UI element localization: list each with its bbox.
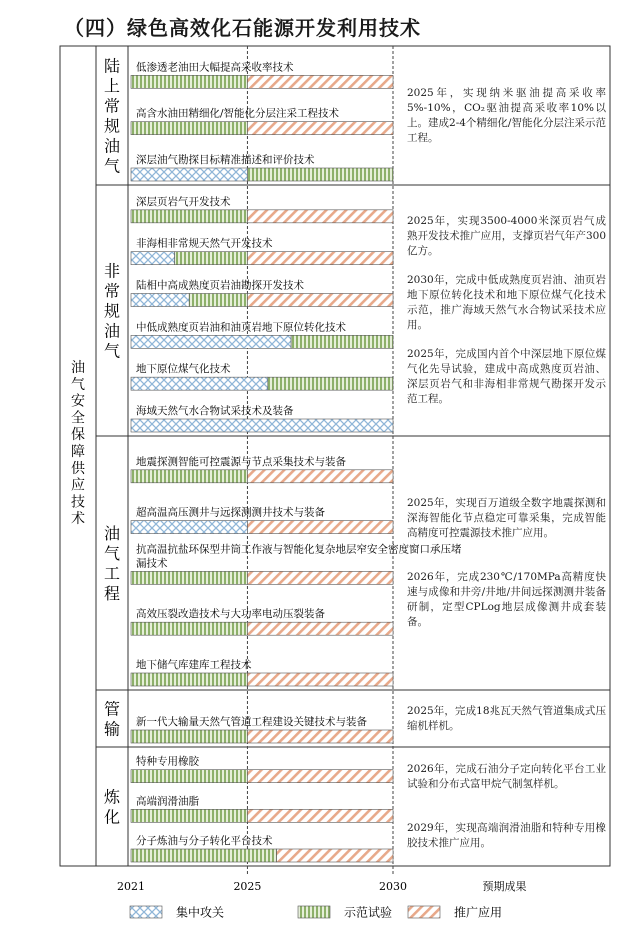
- item-label: 地震探测智能可控震源与节点采集技术与装备: [136, 455, 346, 468]
- group-name-char: 工: [103, 564, 121, 583]
- bar-segment-demo: [175, 252, 248, 265]
- bar-segment-focus: [131, 252, 175, 265]
- axis-tick-label: 2021: [117, 880, 145, 893]
- bar-segment-demo: [268, 377, 393, 390]
- bar-segment-focus: [131, 294, 189, 307]
- item-label: 抗高温抗盐环保型井筒工作液与智能化复杂地层窄安全密度窗口承压堵: [136, 543, 462, 556]
- legend-label: 示范试验: [344, 905, 393, 920]
- legend-swatch-promo: [408, 906, 440, 918]
- bar-segment-focus: [131, 377, 268, 390]
- group-name-char: 管: [103, 699, 121, 719]
- item-label: 地下原位煤气化技术: [136, 363, 231, 376]
- bar-segment-promo: [247, 210, 393, 223]
- bar-segment-demo: [131, 571, 247, 584]
- bar-segment-focus: [131, 168, 247, 181]
- bar-segment-demo: [131, 770, 247, 783]
- category-char: 应: [71, 477, 85, 494]
- bar-segment-demo: [131, 673, 247, 686]
- item-label: 深层油气勘探目标精准描述和评价技术: [136, 154, 315, 166]
- axis-tick-label: 2030: [379, 880, 407, 893]
- group-name-char: 常: [103, 96, 121, 116]
- category-char: 供: [71, 460, 85, 477]
- outcome-text: 2025年，实现纳米驱油提高采收率5%-10%，CO₂驱油提高采收率10%以上。建成2-4个精细化/智能化分层注采示范工程。: [407, 86, 606, 144]
- bar-segment-promo: [247, 730, 393, 743]
- category-char: 障: [71, 444, 85, 460]
- legend-label: 集中攻关: [176, 905, 225, 920]
- group-name-char: 气: [103, 341, 121, 361]
- category-char: 保: [71, 427, 85, 444]
- bar-segment-promo: [247, 252, 393, 265]
- category-char: 气: [71, 376, 85, 393]
- outcome-text: 2025年，实现3500-4000米深页岩气成熟开发技术推广应用，支撑页岩气年产300亿方。: [407, 215, 606, 257]
- item-label: 新一代大输量天然气管道工程建设关键技术与装备: [136, 716, 367, 728]
- bar-segment-promo: [247, 122, 393, 135]
- bar-segment-demo: [131, 122, 247, 135]
- bar-segment-focus: [131, 521, 247, 534]
- outcome-text: 2025年，完成国内首个中深层地下原位煤气化先导试验，建成中高成熟度页岩油、深层页岩气和非海相非常规气勘探开发示范工程。: [407, 348, 606, 405]
- bar-segment-demo: [131, 75, 247, 88]
- item-label: 高效压裂改造技术与大功率电动压裂装备: [136, 608, 325, 621]
- bar-segment-promo: [247, 673, 393, 686]
- group-name-char: 油: [103, 136, 121, 156]
- bar-segment-promo: [277, 849, 393, 862]
- item-label: 低渗透老油田大幅提高采收率技术: [136, 61, 294, 74]
- group-name-char: 程: [103, 584, 121, 603]
- group-name-char: 陆: [103, 56, 121, 76]
- bar-segment-promo: [247, 75, 393, 88]
- bar-segment-demo: [131, 849, 277, 862]
- outcome-text: 2026年，完成石油分子定向转化平台工业试验和分布式富甲烷气制氢样机。: [407, 763, 606, 790]
- legend-swatch-focus: [130, 906, 162, 918]
- category-char: 油: [71, 360, 85, 376]
- group-name-char: 常: [103, 281, 121, 301]
- bar-segment-focus: [131, 335, 291, 348]
- group-name-char: 上: [103, 76, 121, 96]
- item-label: 分子炼油与分子转化平台技术: [136, 835, 273, 847]
- outcome-text: 2025年，完成18兆瓦天然气管道集成式压缩机样机。: [407, 704, 606, 732]
- bar-segment-focus: [131, 419, 393, 432]
- group-name-char: 油: [103, 321, 121, 341]
- item-label: 超高温高压测井与远探测测井技术与装备: [136, 506, 325, 519]
- category-char: 术: [71, 511, 85, 528]
- bar-segment-demo: [131, 210, 247, 223]
- bar-segment-demo: [189, 294, 247, 307]
- bar-segment-promo: [247, 622, 393, 635]
- bar-segment-promo: [247, 571, 393, 584]
- legend-swatch-demo: [298, 906, 330, 918]
- group-name-char: 气: [103, 156, 121, 176]
- item-label: 深层页岩气开发技术: [136, 195, 231, 208]
- outcome-text: 2030年，完成中低成熟度页岩油、油页岩地下原位转化技术和地下原位煤气化技术示范，推广海域天然气水合物试采技术应用。: [407, 274, 606, 331]
- group-name-char: 输: [103, 719, 121, 739]
- bar-segment-demo: [131, 730, 247, 743]
- group-name-char: 规: [103, 116, 121, 136]
- group-name-char: 化: [103, 807, 121, 827]
- item-label: 高端润滑油脂: [136, 795, 199, 808]
- bar-segment-demo: [131, 470, 247, 483]
- category-char: 安: [71, 393, 85, 410]
- category-char: 技: [71, 494, 85, 511]
- axis-tick-label: 2025: [233, 880, 262, 893]
- outcome-column-label: 预期成果: [482, 880, 527, 893]
- bar-segment-promo: [247, 294, 393, 307]
- item-label: 非海相非常规天然气开发技术: [136, 237, 273, 250]
- bar-segment-demo: [131, 809, 247, 822]
- legend-label: 推广应用: [454, 905, 503, 920]
- bar-segment-demo: [291, 335, 393, 348]
- item-label: 漏技术: [136, 557, 168, 570]
- page-title: （四）绿色高效化石能源开发利用技术: [64, 16, 421, 40]
- item-label: 高含水油田精细化/智能化分层注采工程技术: [136, 107, 340, 120]
- bar-segment-promo: [247, 470, 393, 483]
- group-name-char: 气: [103, 544, 121, 563]
- group-name-char: 非: [103, 261, 121, 281]
- outcome-text: 2029年，实现高端润滑油脂和特种专用橡胶技术推广应用。: [407, 822, 606, 849]
- outcome-text: 2025年，实现百万道级全数字地震探测和深海智能化节点稳定可靠采集，完成智能高精度可控震源技术推广应用。: [407, 497, 606, 539]
- group-name-char: 规: [103, 301, 121, 321]
- category-char: 全: [71, 410, 85, 427]
- item-label: 地下储气库建库工程技术: [136, 659, 252, 671]
- bar-segment-promo: [247, 809, 393, 822]
- item-label: 中低成熟度页岩油和油页岩地下原位转化技术: [136, 321, 346, 334]
- outcome-text: 2026年，完成230℃/170MPa高精度快速与成像和井旁/井地/井间远探测测井装备研制，定型CPLog地层成像测井成套装备。: [407, 571, 606, 628]
- bar-segment-demo: [247, 168, 393, 181]
- group-name-char: 炼: [103, 787, 121, 807]
- item-label: 特种专用橡胶: [136, 755, 199, 768]
- bar-segment-promo: [247, 521, 393, 534]
- group-name-char: 油: [103, 524, 121, 543]
- item-label: 海域天然气水合物试采技术及装备: [136, 405, 294, 417]
- bar-segment-demo: [131, 622, 247, 635]
- item-label: 陆相中高成熟度页岩油勘探开发技术: [136, 279, 304, 292]
- bar-segment-promo: [247, 770, 393, 783]
